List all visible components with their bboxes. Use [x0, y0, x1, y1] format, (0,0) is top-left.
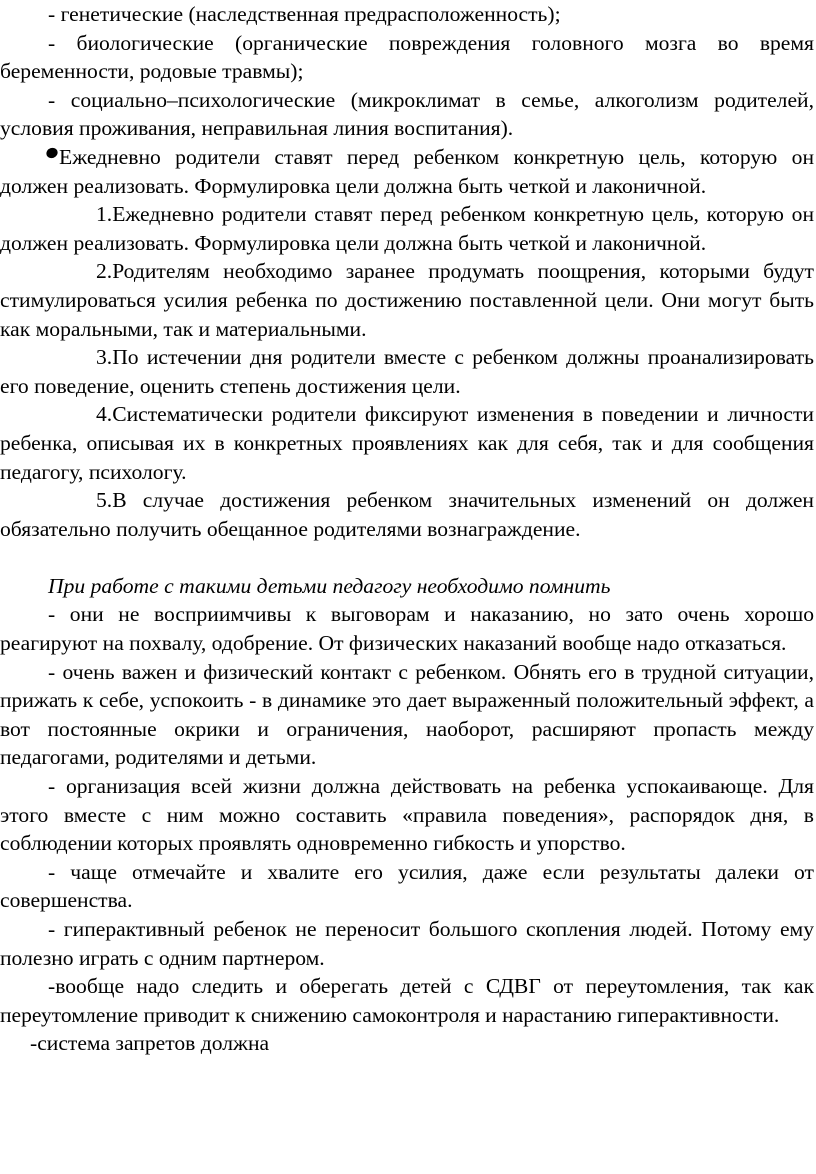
blank-line [0, 543, 814, 572]
item-text: Ежедневно родители ставят перед ребенком конкретную цель, которую он должен реализовать. Формулировка цели должна быть четкой и лаконичной. [0, 202, 814, 255]
numbered-item-3 [0, 343, 814, 400]
item-text: Систематически родители фиксируют изменения в поведении и личности ребенка, описывая их в конкретных проявлениях как для себя, так и для сообщения педагогу, психологу. [0, 402, 814, 484]
bullet-paragraph-text: Ежедневно родители ставят перед ребенком конкретную цель, которую он должен реализовать. Формулировка цели должна быть четкой и лаконичной. [0, 144, 814, 198]
item-text: По истечении дня родители вместе с ребенком должны проанализировать его поведение, оценить степень достижения цели. [0, 345, 814, 398]
cause-genetic: - генетические (наследственная предрасположенность); [48, 2, 561, 26]
numbered-item-5 [0, 486, 814, 543]
item-number: 5. [96, 488, 113, 513]
cause-social-psychological: - социально–психологические (микроклимат в семье, алкоголизм родителей, условия проживания, неправильная линия воспитания). [0, 87, 814, 141]
item-number: 3. [96, 345, 113, 370]
reminder-item: - они не восприимчивы к выговорам и наказанию, но зато очень хорошо реагируют на похвалу, одобрение. От физических наказаний вообще надо отказаться. [0, 602, 814, 656]
numbered-item-2 [0, 257, 814, 343]
reminder-item: - очень важен и физический контакт с ребенком. Обнять его в трудной ситуации, прижать к себе, успокоить - в динамике это дает выраженный положительный эффект, а вот постоянные окрики и ограничения, наоборот, расширяют пропасть между педагогами, родителями и детьми. [0, 659, 814, 770]
bullet-paragraph [0, 143, 814, 200]
item-text: Родителям необходимо заранее продумать поощрения, которыми будут стимулироваться усилия ребенка по достижению поставленной цели. Они могут быть как моральными, так и материальными. [0, 259, 814, 341]
item-text: В случае достижения ребенком значительных изменений он должен обязательно получить обещанное родителями вознаграждение. [0, 488, 814, 541]
reminder-item: - чаще отмечайте и хвалите его усилия, даже если результаты далеки от совершенства. [0, 859, 814, 913]
reminder-item: -вообще надо следить и оберегать детей с СДВГ от переутомления, так как переутомление приводит к снижению самоконтроля и нарастанию гиперактивности. [0, 974, 814, 1027]
last-line: -система запретов должна [30, 1031, 270, 1056]
item-number: 2. [96, 259, 113, 284]
numbered-item-4 [0, 400, 814, 486]
reminder-item: - гиперактивный ребенок не переносит большого скопления людей. Потому ему полезно играть с одним партнером. [0, 917, 814, 970]
section-heading: При работе с такими детьми педагогу необходимо помнить [48, 573, 611, 598]
reminder-item: - организация всей жизни должна действовать на ребенка успокаивающе. Для этого вместе с ним можно составить «правила поведения», распорядок дня, в соблюдении которых проявлять одновременно гибкость и упорство. [0, 774, 814, 856]
bullet-dot-icon [45, 146, 59, 159]
cause-biological: - биологические (органические повреждения головного мозга во время беременности, родовые травмы); [0, 30, 814, 84]
numbered-item-1 [0, 200, 814, 257]
item-number: 1. [96, 202, 113, 227]
item-number: 4. [96, 402, 113, 427]
